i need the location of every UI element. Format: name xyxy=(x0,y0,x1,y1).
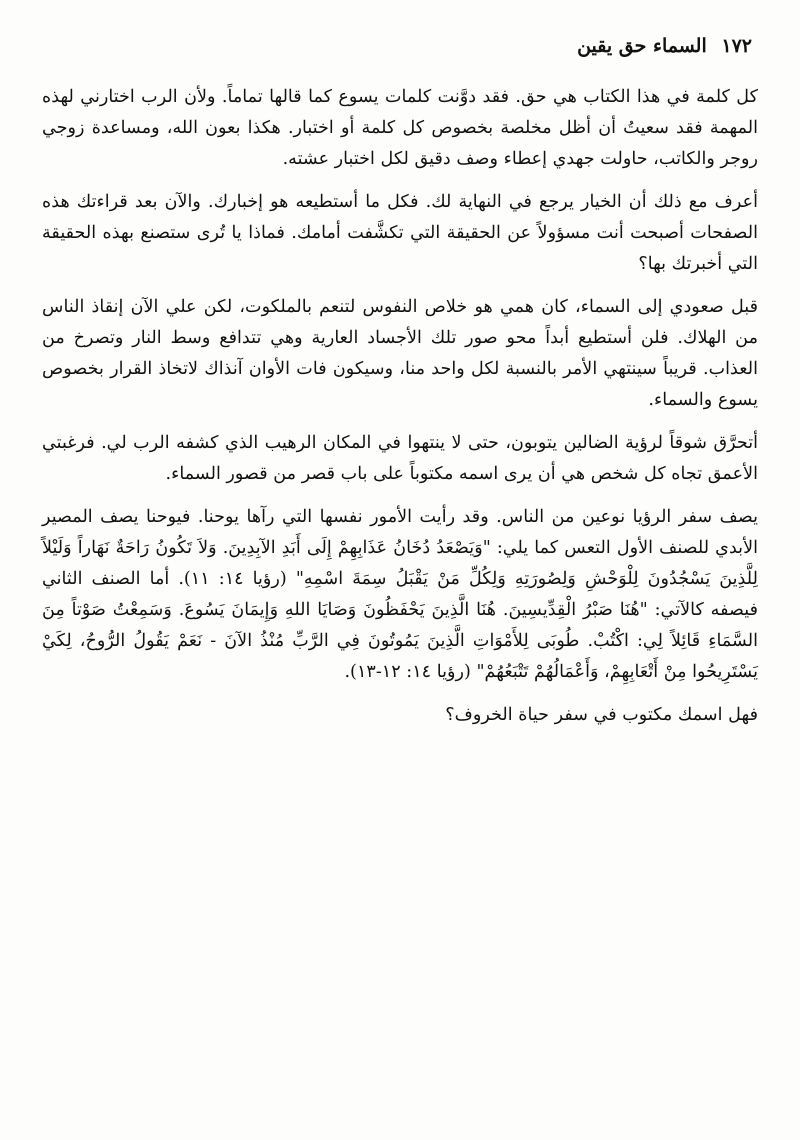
paragraph-truth: كل كلمة في هذا الكتاب هي حق. فقد دوَّنت كلمات يسوع كما قالها تماماً. ولأن الرب اختارني لهذه المهمة فقد سعيتُ أن أظل مخلصة بخصوص كل كلمة أو اختبار. هكذا بعون الله، ومساعدة زوجي روجر والكاتب، حاولت جهدي إعطاء وصف دقيق لكل اختبار عشته. xyxy=(42,87,758,169)
paragraph-longing: أتحرَّق شوقاً لرؤية الضالين يتوبون، حتى لا ينتهوا في المكان الرهيب الذي كشفه الرب لي. فرغبتي الأعمق تجاه كل شخص هي أن يرى اسمه مكتوباً على باب قصر من قصور السماء. xyxy=(42,433,758,484)
page-number: ١٧٢ xyxy=(721,35,752,57)
body-text xyxy=(42,82,758,743)
paragraph-choice: أعرف مع ذلك أن الخيار يرجع في النهاية لك. فكل ما أستطيعه هو إخبارك. والآن بعد قراءتك هذه الصفحات أصبحت أنت مسؤولاً عن الحقيقة التي تكشَّفت أمامك. فماذا يا تُرى ستصنع بهذه الحقيقة التي أخبرتك بها؟ xyxy=(42,192,758,274)
running-head xyxy=(577,34,752,58)
paragraph-before-ascension: قبل صعودي إلى السماء، كان همي هو خلاص النفوس لتنعم بالملكوت، لكن علي الآن إنقاذ الناس من الهلاك. فلن أستطيع أبداً محو صور تلك الأجساد العارية وهي تتدافع وسط النار وتصرخ من العذاب. قريباً سينتهي الأمر بالنسبة لكل واحد منا، وسيكون فات الأوان آنذاك لاتخاذ القرار بخصوص يسوع والسماء. xyxy=(42,297,758,410)
paragraph-final-question: فهل اسمك مكتوب في سفر حياة الخروف؟ xyxy=(445,705,758,725)
paragraph-revelation: يصف سفر الرؤيا نوعين من الناس. وقد رأيت الأمور نفسها التي رآها يوحنا. فيوحنا يصف المصير الأبدي للصنف الأول التعس كما يلي: "وَيَصْعَدُ دُخَانُ عَذَابِهِمْ إِلَى أَبَدِ الآبِدِينَ. وَلاَ تَكُونُ رَاحَةٌ نَهَاراً وَلَيْلاً لِلَّذِينَ يَسْجُدُونَ لِلْوَحْشِ وَلِصُورَتِهِ وَلِكُلِّ مَنْ يَقْبَلُ سِمَةَ اسْمِهِ" (رؤيا ١٤: ١١). أما الصنف الثاني فيصفه كالآتي: "هُنَا صَبْرُ الْقِدِّيسِينَ. هُنَا الَّذِينَ يَحْفَظُونَ وَصَايَا اللهِ وَإِيمَانَ يَسُوعَ. وَسَمِعْتُ صَوْتاً مِنَ السَّمَاءِ قَائِلاً لِي: اكْتُبْ. طُوبَى لِلأَمْوَاتِ الَّذِينَ يَمُوتُونَ فِي الرَّبِّ مُنْذُ الآنَ - نَعَمْ يَقُولُ الرُّوحُ، لِكَيْ يَسْتَرِيحُوا مِنْ أَتْعَابِهِمْ، وَأَعْمَالُهُمْ تَتْبَعُهُمْ" (رؤيا ١٤: ١٢-١٣). xyxy=(42,507,758,682)
book-title: السماء حق يقين xyxy=(577,35,707,57)
